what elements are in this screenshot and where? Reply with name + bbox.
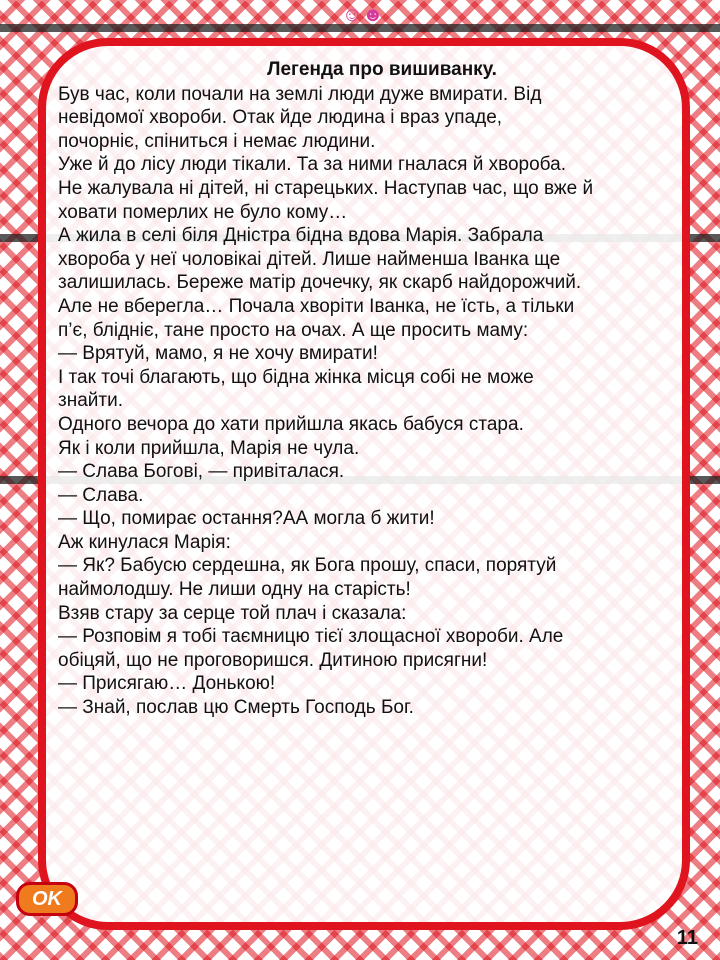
text-line: наймолодшу. Не лиши одну на старість! [58,579,411,601]
text-line: — Слава. [58,484,144,506]
ok-badge-icon: OK [16,882,78,916]
text-line: — Слава Богові, — привіталася. [58,461,345,483]
text-line: обіцяй, що не проговоришся. Дитиною присягни! [58,649,488,671]
text-line: почорніє, спіниться і немає людини. [58,130,376,152]
text-line: — Розповім я тобі таємницю тієї злощасної хвороби. Але [58,626,564,648]
text-line: — Що, помирає остання?АА могла б жити! [58,508,435,530]
text-line: Взяв стару за серце той плач і сказала: [58,602,407,624]
story-text [58,58,676,720]
text-line: знайти. [58,390,123,412]
text-line: залишилась. Береже матір дочечку, як скарб найдорожчий. [58,272,582,294]
text-line: хвороба у неї чоловікаі дітей. Лише найменша Іванка ще [58,248,561,270]
text-line: Одного вечора до хати прийшла якась бабуся стара. [58,413,524,435]
text-line: — Врятуй, мамо, я не хочу вмирати! [58,343,378,365]
text-line: Як і коли прийшла, Марія не чула. [58,437,360,459]
text-line: А жила в селі біля Дністра бідна вдова Марія. Забрала [58,225,544,247]
text-line: — Присягаю… Донькою! [58,673,276,695]
page-number: 11 [676,927,698,949]
story-title: Легенда про вишиванку. [267,59,497,80]
text-line: п’є, блідніє, тане просто на очах. А ще просить маму: [58,319,529,341]
story-lines [58,83,676,720]
text-line: І так точі благають, що бідна жінка місця собі не може [58,366,534,388]
text-line: Уже й до лісу люди тікали. Та за ними гналася й хвороба. [58,154,566,176]
text-line: Був час, коли почали на землі люди дуже вмирати. Від [58,83,542,105]
text-line: — Як? Бабусю сердешна, як Бога прошу, спаси, порятуй [58,555,557,577]
text-line: невідомої хвороби. Отак йде людина і враз упаде, [58,107,503,129]
text-line: — Знай, послав цю Смерть Господь Бог. [58,697,414,719]
text-line: ховати померлих не було кому… [58,201,348,223]
kids-faces-icon: ☺☻ [342,4,384,26]
text-line: Але не вберегла… Почала хворіти Іванка, не їсть, а тільки [58,295,575,317]
text-line: Не жалувала ні дітей, ні старецьких. Наступав час, що вже й [58,177,594,199]
text-line: Аж кинулася Марія: [58,531,231,553]
